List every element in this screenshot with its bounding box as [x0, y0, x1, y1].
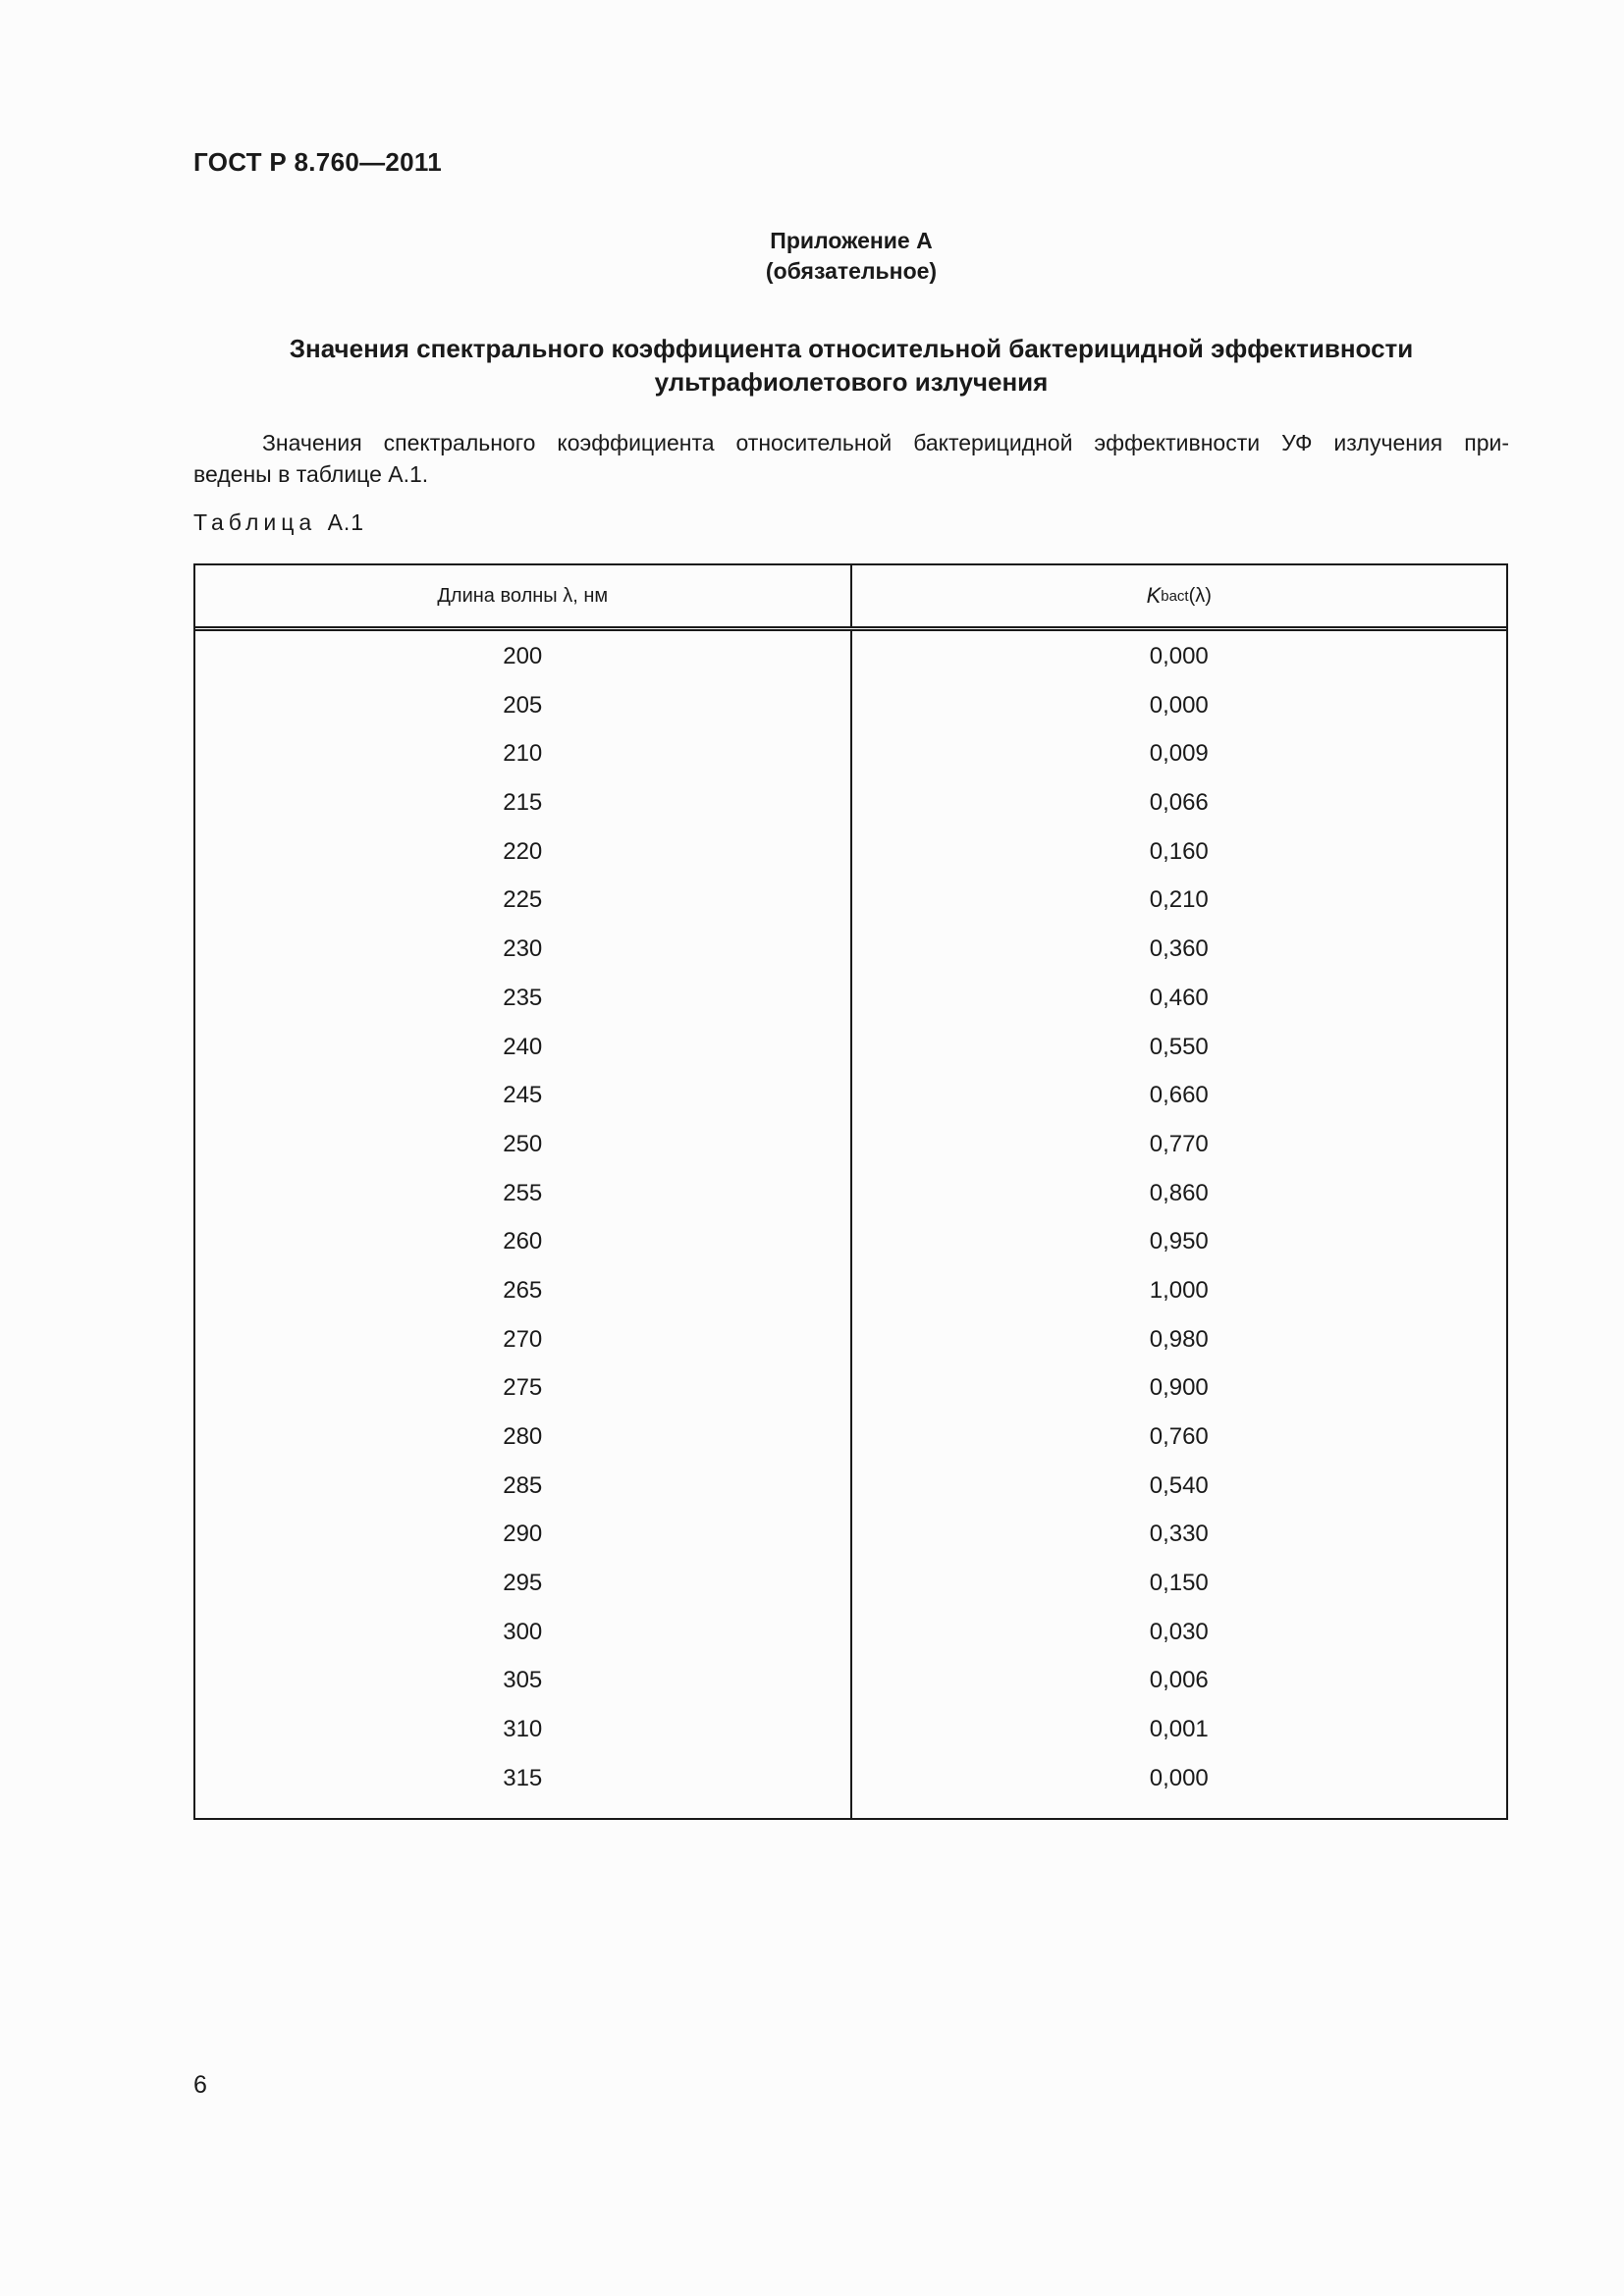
- header-kbact-subscript: bact: [1161, 587, 1189, 605]
- column-kbact: [852, 631, 1507, 1818]
- table-cell-kbact: 0,660: [1149, 1082, 1209, 1109]
- table-cell-wavelength: 315: [503, 1764, 543, 1791]
- table-cell-wavelength: 265: [503, 1276, 543, 1304]
- table-cell-wavelength: 225: [503, 886, 543, 914]
- table-cell-wavelength: 305: [503, 1667, 543, 1694]
- table-cell-kbact: 0,066: [1149, 789, 1209, 817]
- table-cell-kbact: 0,550: [1149, 1033, 1209, 1060]
- table-cell-kbact: 0,030: [1149, 1618, 1209, 1645]
- table-cell-kbact: 0,000: [1149, 643, 1209, 669]
- table-caption: [193, 509, 364, 536]
- table-cell-wavelength: 275: [503, 1374, 543, 1402]
- column-wavelength: [195, 631, 852, 1818]
- table-cell-kbact: 0,460: [1149, 984, 1209, 1011]
- standard-header: ГОСТ Р 8.760—2011: [193, 147, 442, 177]
- table-cell-kbact: 0,360: [1149, 935, 1209, 963]
- table-cell-kbact: 0,860: [1149, 1179, 1209, 1206]
- table-cell-wavelength: 290: [503, 1521, 543, 1548]
- table-cell-wavelength: 205: [503, 691, 543, 719]
- table-cell-kbact: 1,000: [1149, 1276, 1209, 1304]
- table-cell-kbact: 0,760: [1149, 1423, 1209, 1450]
- table-cell-kbact: 0,000: [1149, 1764, 1209, 1791]
- section-heading-line2: ультрафиолетового излучения: [654, 367, 1049, 397]
- section-heading: [193, 332, 1509, 399]
- table-header-row: [195, 565, 1506, 631]
- table-cell-wavelength: 255: [503, 1179, 543, 1206]
- header-kbact-argument: (λ): [1188, 584, 1212, 607]
- appendix-title: Приложение А: [770, 228, 933, 253]
- table-cell-wavelength: 200: [503, 643, 543, 669]
- table-cell-wavelength: 270: [503, 1325, 543, 1353]
- body-paragraph-line1: Значения спектрального коэффициента относительной бактерицидной эффективности УФ излучения при-: [262, 430, 1509, 455]
- table-cell-wavelength: 280: [503, 1423, 543, 1450]
- table-cell-kbact: 0,540: [1149, 1471, 1209, 1499]
- header-kbact-symbol: K: [1146, 583, 1162, 608]
- header-wavelength: Длина волны λ, нм: [195, 565, 852, 626]
- table-cell-wavelength: 220: [503, 837, 543, 865]
- table-cell-wavelength: 260: [503, 1228, 543, 1255]
- table-cell-wavelength: 285: [503, 1471, 543, 1499]
- table-cell-kbact: 0,210: [1149, 886, 1209, 914]
- table-cell-wavelength: 250: [503, 1130, 543, 1157]
- data-table: [193, 563, 1508, 1820]
- table-cell-wavelength: 215: [503, 789, 543, 817]
- table-cell-kbact: 0,330: [1149, 1521, 1209, 1548]
- appendix-note: (обязательное): [765, 258, 938, 284]
- table-cell-wavelength: 245: [503, 1082, 543, 1109]
- table-cell-kbact: 0,160: [1149, 837, 1209, 865]
- table-cell-wavelength: 300: [503, 1618, 543, 1645]
- table-cell-kbact: 0,150: [1149, 1570, 1209, 1597]
- table-cell-kbact: 0,006: [1149, 1667, 1209, 1694]
- page-number: 6: [193, 2071, 207, 2099]
- table-cell-kbact: 0,001: [1149, 1716, 1209, 1743]
- table-cell-wavelength: 235: [503, 984, 543, 1011]
- table-cell-wavelength: 210: [503, 740, 543, 768]
- section-heading-line1: Значения спектрального коэффициента относительной бактерицидной эффективности: [289, 334, 1414, 363]
- table-cell-wavelength: 310: [503, 1716, 543, 1743]
- header-kbact: [852, 565, 1507, 626]
- table-cell-wavelength: 295: [503, 1570, 543, 1597]
- table-cell-kbact: 0,009: [1149, 740, 1209, 768]
- body-paragraph: [193, 427, 1509, 490]
- body-paragraph-line2: ведены в таблице А.1.: [193, 461, 429, 487]
- table-cell-kbact: 0,980: [1149, 1325, 1209, 1353]
- table-cell-kbact: 0,000: [1149, 691, 1209, 719]
- table-cell-kbact: 0,770: [1149, 1130, 1209, 1157]
- table-body: [195, 631, 1506, 1818]
- table-cell-wavelength: 240: [503, 1033, 543, 1060]
- table-caption-number: А.1: [327, 509, 365, 535]
- table-cell-kbact: 0,950: [1149, 1228, 1209, 1255]
- table-cell-kbact: 0,900: [1149, 1374, 1209, 1402]
- table-caption-word: Таблица: [193, 509, 317, 535]
- table-cell-wavelength: 230: [503, 935, 543, 963]
